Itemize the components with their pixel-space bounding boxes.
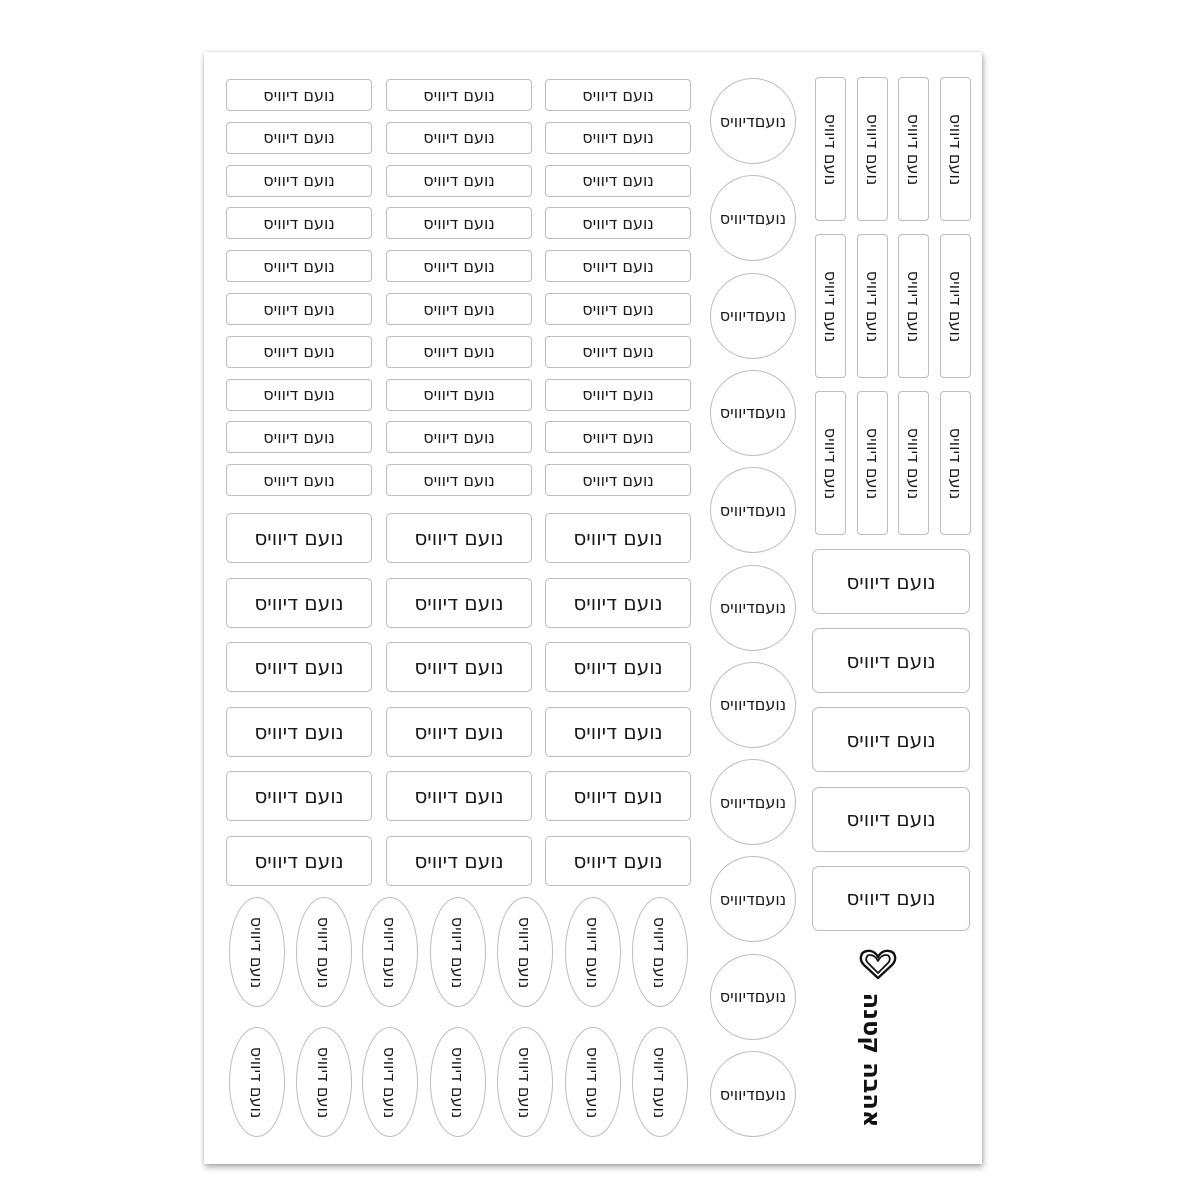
circle-label (710, 467, 796, 553)
label-text: נועם דיוויס (582, 470, 654, 490)
small-label (545, 336, 691, 368)
small-label (386, 207, 532, 239)
label-text: נועם דיוויס (263, 171, 335, 191)
circle-label (710, 175, 796, 261)
label-text: נועם דיוויס (414, 719, 504, 744)
label-text: נועם דיוויס (423, 171, 495, 191)
label-text: נועם דיוויס (263, 342, 335, 362)
small-label (226, 250, 372, 282)
vertical-label (940, 391, 971, 535)
label-text-line-2: דיוויס (719, 1084, 755, 1104)
small-label (545, 207, 691, 239)
small-label (386, 165, 532, 197)
small-label (226, 79, 372, 111)
small-label (386, 250, 532, 282)
label-text: נועם דיוויס (314, 916, 334, 988)
oval-label (565, 897, 621, 1007)
label-text: נועם דיוויס (414, 590, 504, 615)
label-text: נועם דיוויס (247, 916, 267, 988)
vertical-label (857, 77, 888, 221)
medium-label (386, 642, 532, 692)
label-text: נועם דיוויס (846, 886, 936, 911)
label-text: נועם דיוויס (263, 470, 335, 490)
brand-logo (836, 940, 908, 1140)
medium-label (226, 578, 372, 628)
label-text: נועם דיוויס (423, 427, 495, 447)
oval-label (362, 897, 418, 1007)
label-text: נועם דיוויס (423, 342, 495, 362)
vertical-label (815, 77, 846, 221)
label-text: נועם דיוויס (582, 427, 654, 447)
circle-label (710, 1051, 796, 1137)
label-text: נועם דיוויס (380, 1046, 400, 1118)
small-label (226, 421, 372, 453)
label-text-line-1: נועם (754, 306, 787, 326)
medium-label (386, 771, 532, 821)
oval-label (430, 897, 486, 1007)
wide-label (812, 707, 970, 772)
small-label (386, 421, 532, 453)
label-text: נועם דיוויס (650, 1046, 670, 1118)
label-text: נועם דיוויס (583, 916, 603, 988)
label-text: נועם דיוויס (448, 916, 468, 988)
label-text: נועם דיוויס (263, 385, 335, 405)
label-text: נועם דיוויס (583, 1046, 603, 1118)
medium-label (545, 707, 691, 757)
vertical-label (898, 77, 929, 221)
label-text: נועם דיוויס (945, 270, 965, 342)
label-text: נועם דיוויס (903, 270, 923, 342)
label-text-line-2: דיוויס (719, 889, 755, 909)
brand-name: אהבה קטנה (858, 992, 886, 1128)
oval-label (296, 897, 352, 1007)
medium-label (226, 642, 372, 692)
small-label (386, 122, 532, 154)
circle-label (710, 662, 796, 748)
label-text: נועם דיוויס (582, 299, 654, 319)
label-text: נועם דיוויס (263, 85, 335, 105)
label-text: נועם דיוויס (820, 113, 840, 185)
label-text: נועם דיוויס (254, 848, 344, 873)
label-text: נועם דיוויס (573, 784, 663, 808)
label-text-line-1: נועם (754, 500, 787, 520)
label-text: נועם דיוויס (862, 113, 882, 185)
small-label (226, 165, 372, 197)
small-label (226, 122, 372, 154)
label-text: נועם דיוויס (254, 655, 344, 679)
oval-label (229, 1027, 285, 1137)
circle-label (710, 273, 796, 359)
vertical-label (857, 234, 888, 378)
label-text-line-1: נועם (754, 889, 787, 909)
label-text: נועם דיוויס (414, 784, 504, 808)
label-text: נועם דיוויס (573, 655, 663, 679)
medium-label (226, 836, 372, 886)
label-text-line-2: דיוויס (719, 111, 755, 131)
oval-label (497, 1027, 553, 1137)
label-text: נועם דיוויס (582, 213, 654, 233)
circle-label (710, 78, 796, 164)
oval-label (362, 1027, 418, 1137)
label-text-line-1: נועם (754, 1084, 787, 1104)
label-text: נועם דיוויס (423, 128, 495, 148)
label-text: נועם דיוויס (423, 385, 495, 405)
circle-label (710, 856, 796, 942)
vertical-label (815, 234, 846, 378)
label-text: נועם דיוויס (820, 270, 840, 342)
label-text: נועם דיוויס (414, 526, 504, 550)
label-text: נועם דיוויס (263, 128, 335, 148)
medium-label (545, 578, 691, 628)
label-text-line-1: נועם (754, 792, 787, 812)
medium-label (545, 771, 691, 821)
label-text-line-2: דיוויס (719, 500, 755, 520)
label-text: נועם דיוויס (263, 427, 335, 447)
label-text-line-1: נועם (754, 598, 787, 617)
label-text: נועם דיוויס (573, 848, 663, 873)
medium-label (386, 578, 532, 628)
label-text: נועם דיוויס (862, 270, 882, 342)
small-label (545, 250, 691, 282)
circle-label (710, 565, 796, 651)
vertical-label (815, 391, 846, 535)
oval-label (296, 1027, 352, 1137)
label-text: נועם דיוויס (515, 1046, 535, 1118)
small-label (226, 207, 372, 239)
medium-label (545, 642, 691, 692)
oval-label (565, 1027, 621, 1137)
medium-label (386, 836, 532, 886)
label-text-line-2: דיוויס (719, 403, 755, 423)
medium-label (226, 707, 372, 757)
label-text: נועם דיוויס (573, 526, 663, 550)
label-text-line-1: נועם (754, 111, 787, 131)
label-text: נועם דיוויס (414, 655, 504, 679)
oval-label (229, 897, 285, 1007)
wide-label (812, 787, 970, 852)
small-label (226, 293, 372, 325)
label-text: נועם דיוויס (263, 299, 335, 319)
label-text: נועם דיוויס (423, 85, 495, 105)
label-text: נועם דיוויס (650, 916, 670, 988)
double-heart-outline-icon (858, 944, 898, 982)
small-label (545, 379, 691, 411)
wide-label (812, 549, 970, 614)
oval-label (497, 897, 553, 1007)
oval-label (632, 897, 688, 1007)
label-text-line-1: נועם (754, 208, 787, 228)
small-label (386, 336, 532, 368)
medium-label (226, 513, 372, 563)
vertical-label (898, 234, 929, 378)
small-label (545, 122, 691, 154)
label-text-line-1: נועם (754, 695, 787, 715)
label-text-line-2: דיוויס (719, 695, 755, 715)
label-text: נועם דיוויס (582, 85, 654, 105)
label-text: נועם דיוויס (582, 171, 654, 191)
small-label (545, 79, 691, 111)
label-text-line-2: דיוויס (719, 792, 755, 812)
small-label (545, 421, 691, 453)
label-text: נועם דיוויס (414, 848, 504, 873)
label-text-line-2: דיוויס (719, 598, 755, 617)
label-text: נועם דיוויס (846, 807, 936, 832)
label-text: נועם דיוויס (314, 1046, 334, 1118)
oval-label (632, 1027, 688, 1137)
label-text-line-2: דיוויס (719, 987, 755, 1007)
vertical-label (898, 391, 929, 535)
label-text: נועם דיוויס (573, 590, 663, 615)
small-label (386, 79, 532, 111)
label-text: נועם דיוויס (573, 719, 663, 744)
label-text: נועם דיוויס (582, 385, 654, 405)
label-text-line-2: דיוויס (719, 306, 755, 326)
small-label (545, 464, 691, 496)
medium-label (226, 771, 372, 821)
wide-label (812, 628, 970, 693)
label-text: נועם דיוויס (903, 113, 923, 185)
label-text: נועם דיוויס (582, 128, 654, 148)
label-text-line-1: נועם (754, 987, 787, 1007)
label-text: נועם דיוויס (254, 784, 344, 808)
label-text: נועם דיוויס (903, 427, 923, 499)
small-label (226, 336, 372, 368)
label-text: נועם דיוויס (254, 719, 344, 744)
label-text: נועם דיוויס (846, 648, 936, 673)
label-text: נועם דיוויס (254, 590, 344, 615)
medium-label (545, 836, 691, 886)
label-text: נועם דיוויס (380, 916, 400, 988)
label-text: נועם דיוויס (515, 916, 535, 988)
label-text-line-2: דיוויס (719, 208, 755, 228)
small-label (386, 464, 532, 496)
small-label (386, 293, 532, 325)
label-text: נועם דיוויס (423, 299, 495, 319)
label-text: נועם דיוויס (423, 256, 495, 276)
medium-label (386, 513, 532, 563)
label-text: נועם דיוויס (862, 427, 882, 499)
label-text: נועם דיוויס (263, 256, 335, 276)
label-text: נועם דיוויס (582, 342, 654, 362)
oval-label (430, 1027, 486, 1137)
label-text: נועם דיוויס (263, 213, 335, 233)
small-label (226, 379, 372, 411)
label-text: נועם דיוויס (945, 427, 965, 499)
medium-label (386, 707, 532, 757)
label-text: נועם דיוויס (820, 427, 840, 499)
label-text: נועם דיוויס (945, 113, 965, 185)
label-text: נועם דיוויס (247, 1046, 267, 1118)
vertical-label (940, 77, 971, 221)
circle-label (710, 759, 796, 845)
label-text: נועם דיוויס (254, 526, 344, 550)
label-text: נועם דיוויס (582, 256, 654, 276)
label-text-line-1: נועם (754, 403, 787, 423)
small-label (545, 293, 691, 325)
label-text: נועם דיוויס (423, 213, 495, 233)
small-label (545, 165, 691, 197)
wide-label (812, 866, 970, 931)
vertical-label (857, 391, 888, 535)
small-label (226, 464, 372, 496)
circle-label (710, 954, 796, 1040)
small-label (386, 379, 532, 411)
circle-label (710, 370, 796, 456)
label-text: נועם דיוויס (846, 727, 936, 752)
label-text: נועם דיוויס (846, 569, 936, 594)
medium-label (545, 513, 691, 563)
label-text: נועם דיוויס (448, 1046, 468, 1118)
label-text: נועם דיוויס (423, 470, 495, 490)
vertical-label (940, 234, 971, 378)
